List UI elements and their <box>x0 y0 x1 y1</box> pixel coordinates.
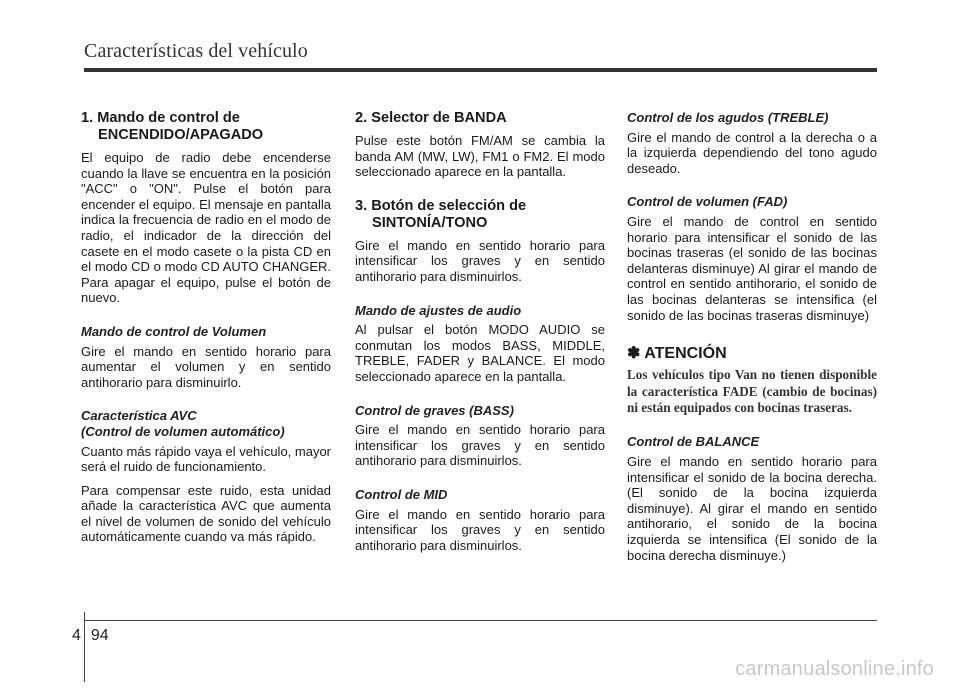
fade-subheading: Control de volumen (FAD) <box>627 194 788 210</box>
column-2 <box>355 110 605 561</box>
fade-paragraph: Gire el mando de control en sentido horario para intensificar el sonido de las bocinas traseras (el sonido de las bocinas delanteras disminuye) Al girar el mando de control en sentido antihorario, el sonido de las bocinas delanteras se intensifica (el sonido de las bocinas traseras disminuye) <box>627 213 877 323</box>
section-heading-tune <box>355 198 605 232</box>
caution-title: ✽ ATENCIÓN <box>627 345 727 363</box>
treble-subheading: Control de los agudos (TREBLE) <box>627 110 829 125</box>
column-3 <box>627 110 877 571</box>
avc-paragraph-2: Para compensar este ruido, esta unidad añade la característica AVC que aumenta el nivel de volumen de sonido del vehículo automáticamente cuando va más rápido. <box>81 482 331 545</box>
avc-paragraph-1: Cuanto más rápido vaya el vehículo, mayor será el ruido de funcionamiento. <box>81 443 332 475</box>
chapter-number: 4 <box>72 627 81 644</box>
section-heading-power-line1: 1. Mando de control de <box>81 110 240 126</box>
header-rule <box>84 68 877 72</box>
column-1 <box>81 110 331 553</box>
section-heading-power-line2: ENCENDIDO/APAGADO <box>98 127 264 143</box>
page-number-value: 94 <box>90 627 109 644</box>
page-number <box>72 627 109 645</box>
watermark-text: carmanualsonline.info <box>735 658 934 680</box>
audio-settings-subheading: Mando de ajustes de audio <box>355 302 522 318</box>
balance-paragraph: Gire el mando en sentido horario para intensificar el sonido de la bocina derecha. (El sonido de la bocina izquierda disminuye). Al girar el mando en sentido antihorario, el sonido de la bocina izquierda se intensifica (El sonido de la bocina derecha disminuye.) <box>627 453 877 563</box>
avc-subheading-line1: Característica AVC <box>81 408 197 424</box>
avc-subheading <box>81 408 331 439</box>
mid-paragraph: Gire el mando en sentido horario para intensificar los graves y en sentido antihorario para disminuirlos. <box>355 506 605 553</box>
caution-text: Los vehículos tipo Van no tienen disponible la característica FADE (cambio de bocinas) ni están equipados con bocinas traseras. <box>627 367 877 415</box>
bass-paragraph: Gire el mando en sentido horario para intensificar los graves y en sentido antihorario para disminuirlos. <box>355 422 605 469</box>
section-heading-power <box>81 110 331 144</box>
bass-subheading: Control de graves (BASS) <box>355 402 514 418</box>
balance-subheading: Control de BALANCE <box>627 434 760 450</box>
band-paragraph: Pulse este botón FM/AM se cambia la banda AM (MW, LW), FM1 o FM2. El modo seleccionado aparece en la pantalla. <box>355 133 605 180</box>
treble-paragraph: Gire el mando de control a la derecha o a la izquierda dependiendo del tono agudo deseado. <box>627 129 877 176</box>
power-paragraph: El equipo de radio debe encenderse cuando la llave se encuentra en la posición "ACC" o "ON". Pulse el botón para encender el equipo. El mensaje en pantalla indica la frecuencia de radio en el modo de radio, el indicador de la dirección del casete en el modo casete o la pista CD en el modo CD o modo CD AUTO CHANGER. Para apagar el equipo, pulse el botón de nuevo. <box>81 150 331 306</box>
footer-vertical-rule <box>84 612 85 682</box>
section-heading-tune-line1: 3. Botón de selección de <box>355 197 527 214</box>
footer-rule <box>84 620 877 621</box>
mid-subheading: Control de MID <box>355 486 448 502</box>
volume-subheading: Mando de control de Volumen <box>81 323 267 339</box>
avc-subheading-line2: (Control de volumen automático) <box>81 423 285 439</box>
section-heading-band: 2. Selector de BANDA <box>355 110 507 126</box>
section-heading-tune-line2: SINTONÍA/TONO <box>372 214 488 231</box>
volume-paragraph: Gire el mando en sentido horario para aumentar el volumen y en sentido antihorario para disminuirlo. <box>81 343 331 390</box>
audio-settings-paragraph: Al pulsar el botón MODO AUDIO se conmutan los modos BASS, MIDDLE, TREBLE, FADER y BALANCE. El modo seleccionado aparece en la pantalla. <box>355 322 605 384</box>
page-header-title: Características del vehículo <box>84 40 308 62</box>
tune-paragraph: Gire el mando en sentido horario para intensificar los graves y en sentido antihorario para disminuirlos. <box>355 237 605 284</box>
